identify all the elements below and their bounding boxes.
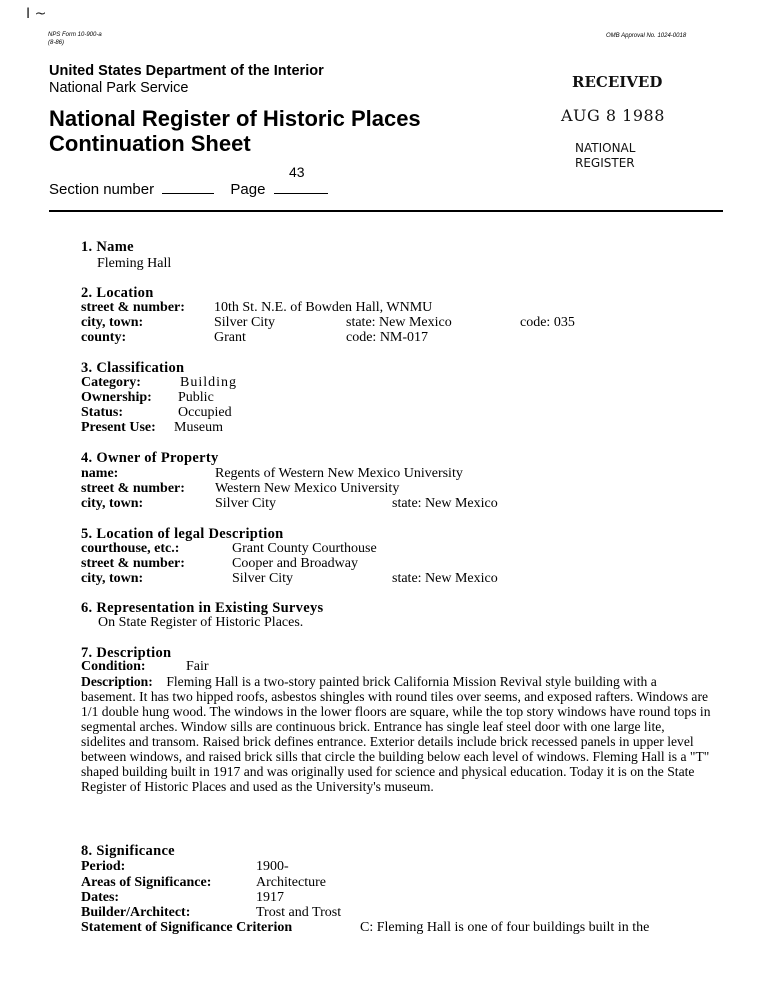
form-number: NPS Form 10-900-a	[48, 32, 102, 38]
owner-street-label: street & number:	[81, 481, 185, 496]
areas-value: Architecture	[256, 875, 326, 890]
category-label: Category:	[81, 375, 141, 390]
location-code: code: 035	[520, 315, 575, 330]
section-number-blank	[162, 193, 214, 194]
condition-value: Fair	[186, 659, 209, 674]
dates-value: 1917	[256, 890, 284, 905]
owner-city-label: city, town:	[81, 496, 144, 511]
section-number-label: Section number	[49, 181, 155, 198]
period-value: 1900-	[256, 859, 289, 874]
areas-label: Areas of Significance:	[81, 875, 212, 890]
section-8-heading: 8. Significance	[81, 843, 175, 859]
title-line-1: National Register of Historic Places	[49, 106, 421, 131]
section-1-heading: 1. Name	[81, 239, 134, 255]
received-stamp-office	[575, 141, 635, 171]
status-value: Occupied	[178, 405, 232, 420]
ownership-label: Ownership:	[81, 390, 152, 405]
form-date: (8-86)	[48, 40, 65, 46]
surveys-value: On State Register of Historic Places.	[98, 615, 304, 630]
page-blank	[274, 193, 328, 194]
section-3-heading: 3. Classification	[81, 360, 185, 376]
legal-state: state: New Mexico	[392, 571, 498, 586]
legal-street-label: street & number:	[81, 556, 185, 571]
description-paragraph	[81, 674, 711, 794]
location-street-label: street & number:	[81, 300, 185, 315]
received-stamp-date: AUG 8 1988	[561, 106, 665, 125]
section-4-heading: 4. Owner of Property	[81, 450, 219, 466]
present-use-label: Present Use:	[81, 420, 156, 435]
department-name: United States Department of the Interior	[49, 63, 324, 79]
page-label: Page	[230, 181, 266, 198]
owner-street-value: Western New Mexico University	[215, 481, 400, 496]
dates-label: Dates:	[81, 890, 120, 905]
page-title	[49, 106, 421, 156]
stamp-office-line-2: REGISTER	[575, 156, 635, 170]
description-label: Description:	[81, 674, 153, 689]
builder-value: Trost and Trost	[256, 905, 342, 920]
agency-block	[49, 63, 324, 97]
section-2-heading: 2. Location	[81, 285, 154, 301]
section-7-heading: 7. Description	[81, 645, 172, 661]
description-text: Fleming Hall is a two-story painted brick California Mission Revival style building with a basement. It has two hipped roofs, asbestos shingles with round tiles over seems, and exposed rafters. Windows are 1/1 double hung wood. The windows in the lower floors are square, while the top story windows have round tops in segmental arches. Window sills are continuous brick. Entrance has single leaf steel door with one large lite, sidelites and transom. Raised brick defines entrance. Exterior details include brick recessed panels in upper level between windows, and raised brick sills that circle the building below each level of windows. Fleming Hall is a "T" shaped building built in 1917 and was originally used for science and physical education. Today it is on the State Register of Historic Places and used as the University's museum.	[81, 674, 711, 794]
ownership-value: Public	[178, 390, 214, 405]
form-number-block	[48, 31, 102, 47]
location-county-code: code: NM-017	[346, 330, 429, 345]
header-divider	[49, 210, 723, 212]
owner-state: state: New Mexico	[392, 496, 498, 511]
location-city-value: Silver City	[214, 315, 276, 330]
section-6-heading: 6. Representation in Existing Surveys	[81, 600, 324, 616]
location-county-label: county:	[81, 330, 127, 345]
status-label: Status:	[81, 405, 124, 420]
title-line-2: Continuation Sheet	[49, 131, 251, 156]
builder-label: Builder/Architect:	[81, 905, 191, 920]
period-label: Period:	[81, 859, 126, 874]
courthouse-label: courthouse, etc.:	[81, 541, 180, 556]
legal-city-value: Silver City	[232, 571, 294, 586]
legal-street-value: Cooper and Broadway	[232, 556, 358, 571]
received-stamp-label: RECEIVED	[572, 73, 663, 91]
service-name: National Park Service	[49, 80, 189, 96]
location-city-label: city, town:	[81, 315, 144, 330]
legal-city-label: city, town:	[81, 571, 144, 586]
stamp-office-line-1: NATIONAL	[575, 141, 636, 155]
corner-handwritten-mark: I ~	[26, 6, 47, 22]
courthouse-value: Grant County Courthouse	[232, 541, 377, 556]
category-value: Building	[180, 375, 238, 390]
statement-label: Statement of Significance Criterion	[81, 920, 293, 935]
omb-approval: OMB Approval No. 1024-0018	[606, 33, 687, 39]
section-page-line	[49, 181, 328, 198]
owner-name-value: Regents of Western New Mexico University	[215, 466, 463, 481]
section-5-heading: 5. Location of legal Description	[81, 526, 284, 542]
location-street-value: 10th St. N.E. of Bowden Hall, WNMU	[214, 300, 433, 315]
location-county-value: Grant	[214, 330, 246, 345]
present-use-value: Museum	[174, 420, 223, 435]
statement-value: C: Fleming Hall is one of four buildings built in the	[360, 920, 650, 935]
owner-name-label: name:	[81, 466, 119, 481]
page-number: 43	[289, 164, 305, 180]
owner-city-value: Silver City	[215, 496, 277, 511]
property-name: Fleming Hall	[97, 256, 172, 271]
condition-label: Condition:	[81, 659, 146, 674]
location-state: state: New Mexico	[346, 315, 452, 330]
